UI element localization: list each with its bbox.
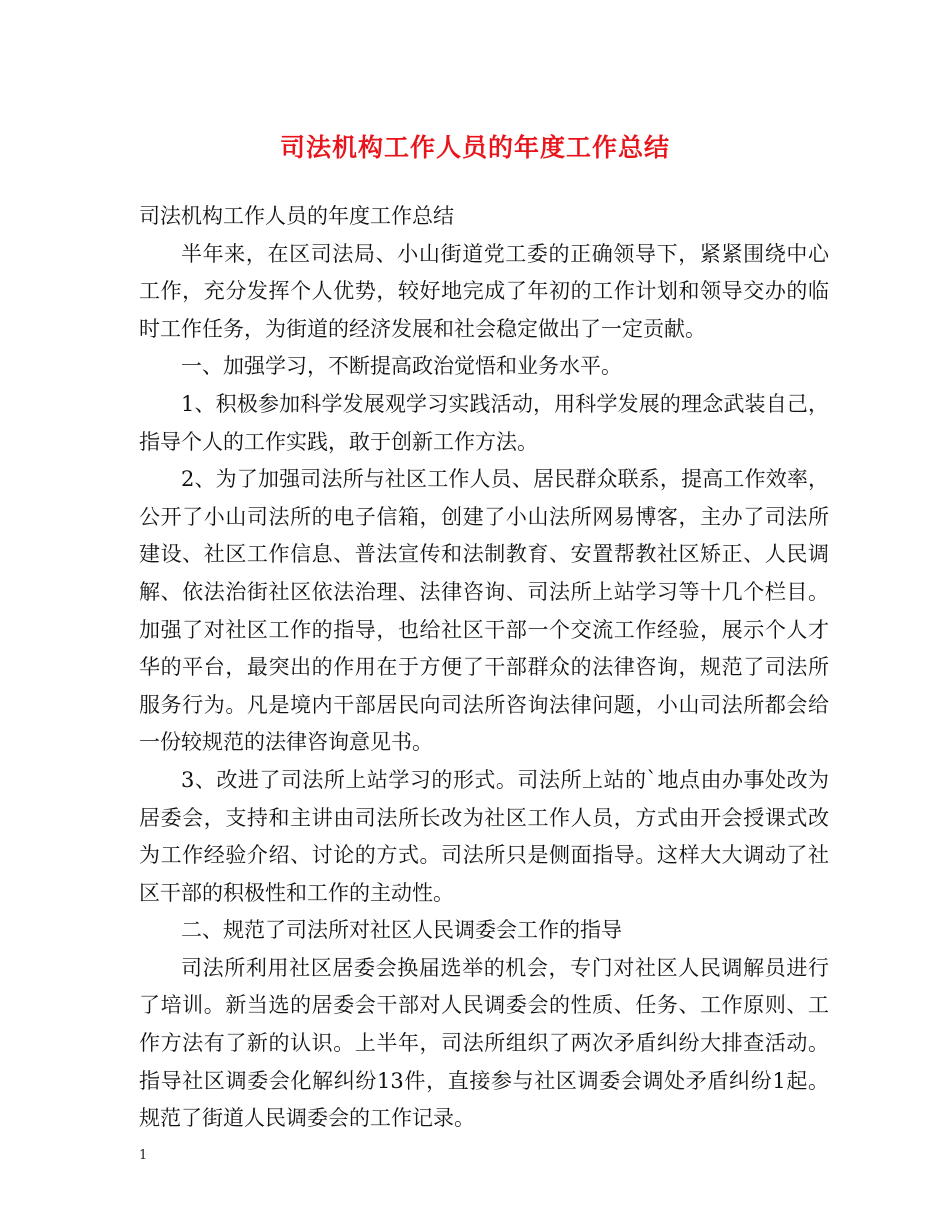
paragraph-item-3: 3、改进了司法所上站学习的形式。司法所上站的`地点由办事处改为居委会，支持和主讲由司法所长改为社区工作人员，方式由开会授课式改为工作经验介绍、讨论的方式。司法所只是侧面指导。这样大大调动了社区干部的积极性和工作的主动性。 <box>139 767 829 905</box>
page-number: 1 <box>139 1148 148 1163</box>
paragraph-intro: 半年来，在区司法局、小山街道党工委的正确领导下，紧紧围绕中心工作，充分发挥个人优势，较好地完成了年初的工作计划和领导交办的临时工作任务，为街道的经济发展和社会稳定做出了一定贡献。 <box>139 241 829 341</box>
paragraph-mediation: 司法所利用社区居委会换届选举的机会，专门对社区人民调解员进行了培训。新当选的居委会干部对人民调委会的性质、任务、工作原则、工作方法有了新的认识。上半年，司法所组织了两次矛盾纠纷大排查活动。指导社区调委会化解纠纷13件，直接参与社区调委会调处矛盾纠纷1起。规范了街道人民调委会的工作记录。 <box>139 955 829 1131</box>
section-heading-1: 一、加强学习，不断提高政治觉悟和业务水平。 <box>181 354 622 379</box>
section-heading-2: 二、规范了司法所对社区人民调委会工作的指导 <box>181 918 622 943</box>
document-body <box>139 198 829 1138</box>
document-title: 司法机构工作人员的年度工作总结 <box>279 133 670 162</box>
paragraph-heading: 司法机构工作人员的年度工作总结 <box>139 204 454 228</box>
paragraph-item-1: 1、积极参加科学发展观学习实践活动，用科学发展的理念武装自己，指导个人的工作实践，敢于创新工作方法。 <box>139 391 829 454</box>
paragraph-item-2: 2、为了加强司法所与社区工作人员、居民群众联系，提高工作效率，公开了小山司法所的电子信箱，创建了小山法所网易博客，主办了司法所建设、社区工作信息、普法宣传和法制教育、安置帮教社区矫正、人民调解、依法治街社区依法治理、法律咨询、司法所上站学习等十几个栏目。加强了对社区工作的指导，也给社区干部一个交流工作经验，展示个人才华的平台，最突出的作用在于方便了干部群众的法律咨询，规范了司法所服务行为。凡是境内干部居民向司法所咨询法律问题，小山司法所都会给一份较规范的法律咨询意见书。 <box>139 467 829 755</box>
